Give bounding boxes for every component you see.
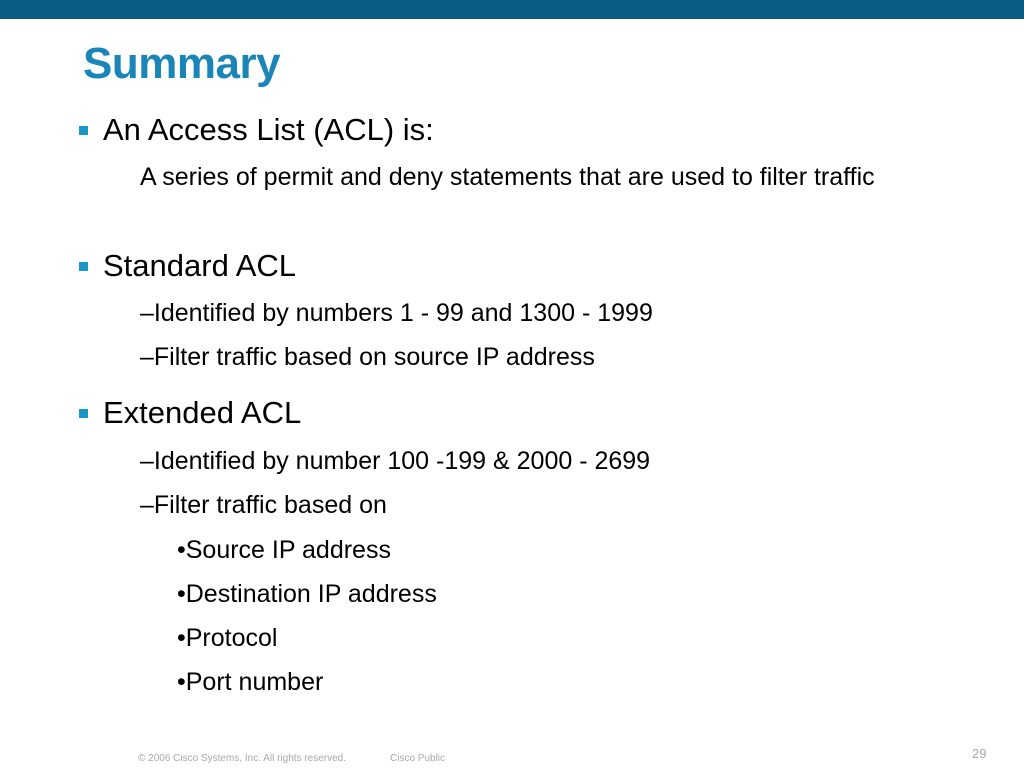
list-item: –Filter traffic based on xyxy=(140,491,387,519)
page-number: 29 xyxy=(972,746,987,761)
list-item: –Identified by number 100 -199 & 2000 - 2699 xyxy=(140,447,651,475)
bullet-heading: Standard ACL xyxy=(103,248,297,283)
top-banner-bar xyxy=(0,0,1024,19)
list-item: –Identified by numbers 1 - 99 and 1300 - 1999 xyxy=(140,299,653,327)
bullet-extended-acl xyxy=(79,395,301,431)
slide-title: Summary xyxy=(83,39,281,88)
square-bullet-icon xyxy=(79,409,88,418)
bullet-heading: Extended ACL xyxy=(103,395,302,430)
square-bullet-icon xyxy=(79,126,88,135)
footer-copyright: © 2006 Cisco Systems, Inc. All rights reserved. xyxy=(138,753,347,764)
list-item: •Source IP address xyxy=(177,536,391,564)
list-item: •Port number xyxy=(177,668,324,696)
acl-description: A series of permit and deny statements that are used to filter traffic xyxy=(140,163,875,191)
bullet-heading: An Access List (ACL) is: xyxy=(103,112,434,147)
bullet-acl-definition xyxy=(79,112,434,148)
list-item: –Filter traffic based on source IP address xyxy=(140,343,595,371)
list-item: •Protocol xyxy=(177,624,278,652)
square-bullet-icon xyxy=(79,262,88,271)
footer-classification: Cisco Public xyxy=(390,753,446,764)
list-item: •Destination IP address xyxy=(177,580,437,608)
bullet-standard-acl xyxy=(79,248,296,284)
